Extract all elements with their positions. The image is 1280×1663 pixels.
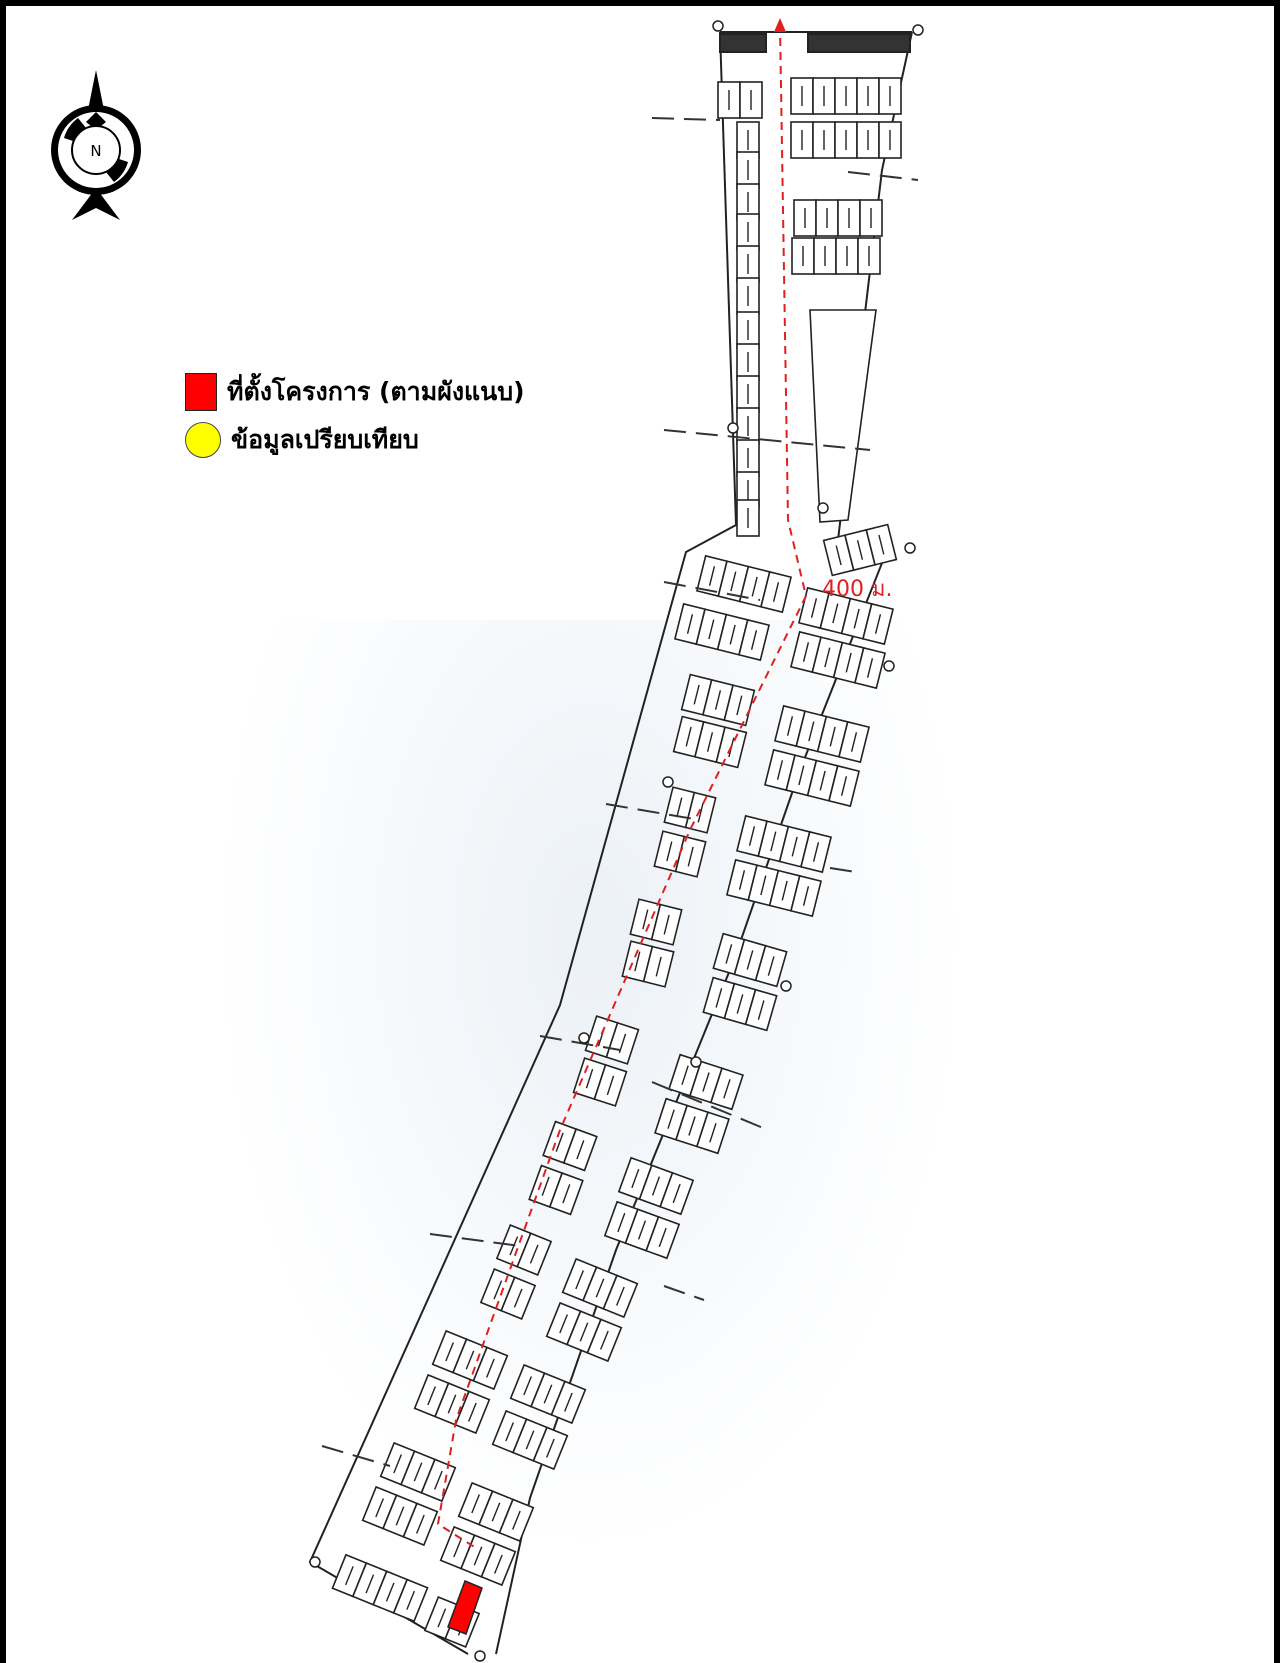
plot-block xyxy=(415,1375,490,1433)
survey-marker xyxy=(691,1057,701,1067)
section-line xyxy=(848,172,918,180)
project-site-swatch xyxy=(185,373,217,411)
plot-block xyxy=(792,238,880,274)
plot-block xyxy=(713,934,786,987)
legend-item-comparison xyxy=(185,420,525,460)
survey-marker xyxy=(663,777,673,787)
plot-block xyxy=(737,152,759,188)
open-space-block xyxy=(810,310,876,522)
plot-block xyxy=(737,312,759,348)
survey-marker xyxy=(781,981,791,991)
plot-block xyxy=(630,899,681,945)
section-line xyxy=(830,868,856,872)
plot-block xyxy=(586,1016,639,1064)
route-arrow-icon xyxy=(774,18,786,32)
survey-marker xyxy=(728,423,738,433)
section-line xyxy=(664,1286,704,1300)
route-distance-label: 400 ม. xyxy=(822,577,893,602)
legend-item-project xyxy=(185,372,525,412)
plot-block xyxy=(655,1099,729,1154)
legend-project-label: ที่ตั้งโครงการ (ตามผังแนบ) xyxy=(227,377,525,406)
survey-marker xyxy=(310,1557,320,1567)
plot-block xyxy=(718,82,762,118)
plot-block xyxy=(332,1555,427,1621)
plot-block xyxy=(737,278,759,314)
survey-marker xyxy=(884,661,894,671)
plot-block xyxy=(703,978,776,1031)
north-strip-left xyxy=(720,34,766,52)
plot-block xyxy=(682,675,755,726)
survey-marker xyxy=(475,1651,485,1661)
plot-block xyxy=(674,717,747,768)
plot-block xyxy=(794,200,882,236)
plot-block xyxy=(697,556,791,612)
map-legend xyxy=(185,372,525,468)
survey-marker xyxy=(713,21,723,31)
plot-block xyxy=(824,525,897,576)
section-line xyxy=(652,118,720,120)
plot-block xyxy=(791,122,901,158)
plot-block xyxy=(459,1483,534,1541)
survey-marker xyxy=(818,503,828,513)
plot-block xyxy=(529,1166,583,1215)
plot-block xyxy=(737,344,759,380)
plot-block xyxy=(737,246,759,282)
plot-block xyxy=(675,604,769,660)
plot-block xyxy=(664,787,715,833)
legend-comparison-label: ข้อมูลเปรียบเทียบ xyxy=(231,425,419,454)
plot-block xyxy=(737,440,759,476)
north-arrow-icon xyxy=(42,70,150,226)
survey-marker xyxy=(905,543,915,553)
plot-block xyxy=(441,1527,516,1585)
plot-block xyxy=(737,376,759,412)
plot-block xyxy=(791,78,901,114)
north-strip-right xyxy=(808,34,910,52)
plot-block xyxy=(363,1487,438,1545)
section-line xyxy=(322,1446,390,1466)
plot-block xyxy=(497,1225,551,1275)
plot-block xyxy=(669,1055,743,1110)
plot-block xyxy=(543,1122,597,1171)
survey-marker xyxy=(913,25,923,35)
north-label: N xyxy=(90,142,102,160)
plot-block xyxy=(737,214,759,250)
plot-block xyxy=(737,500,759,536)
comparison-data-swatch xyxy=(185,422,221,458)
plot-block xyxy=(622,941,673,987)
survey-marker xyxy=(579,1033,589,1043)
